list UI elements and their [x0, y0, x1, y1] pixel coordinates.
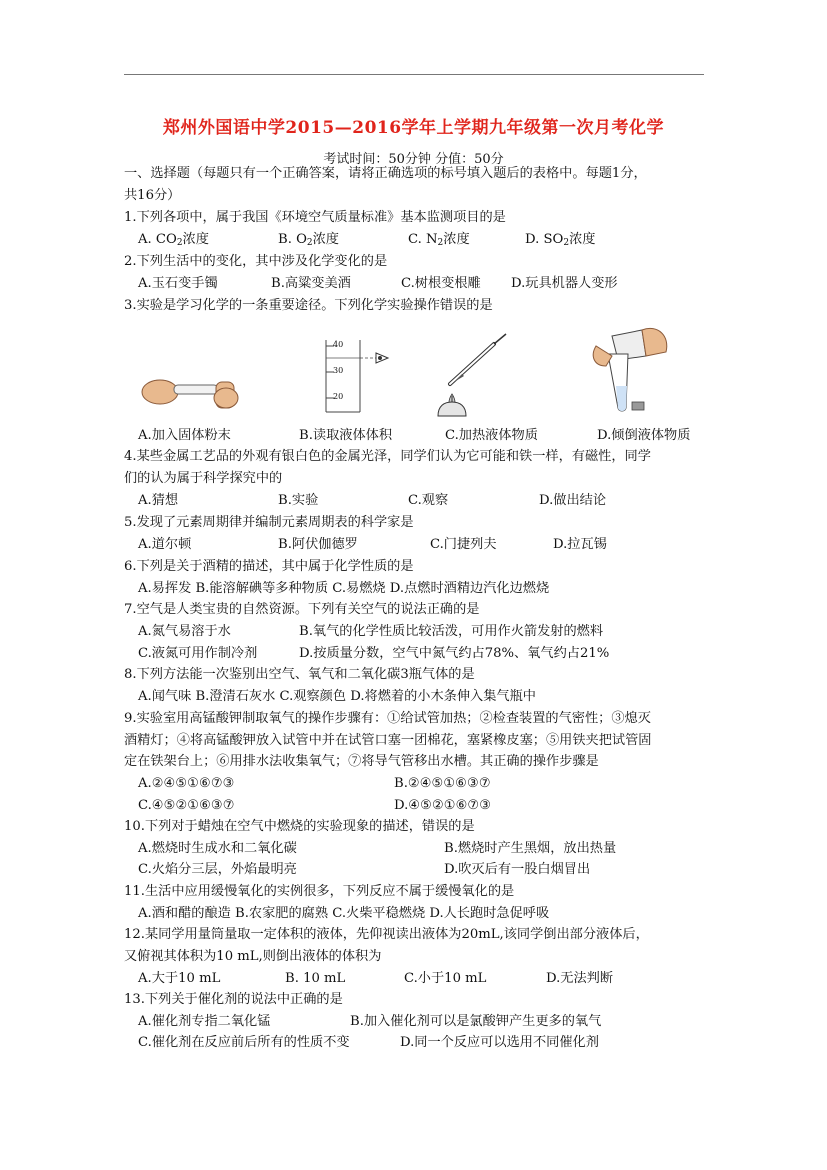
q3-option-d: D.倾倒液体物质: [597, 428, 691, 443]
q9-stem-line3: 定在铁架台上；⑥用排水法收集氧气；⑦将导气管移出水槽。其正确的操作步骤是: [124, 754, 599, 769]
q3-stem: 3.实验是学习化学的一条重要途径。下列化学实验操作错误的是: [124, 298, 493, 313]
q12-option-a: A.大于10 mL: [138, 971, 221, 986]
q10-option-c: C.火焰分三层，外焰最明亮: [138, 862, 297, 877]
q3-option-c: C.加热液体物质: [445, 428, 538, 443]
q10-option-d: D.吹灭后有一股白烟冒出: [444, 862, 591, 877]
q12-option-b: B. 10 mL: [285, 971, 346, 986]
q9-option-a: A.②④⑤①⑥⑦③: [138, 776, 235, 791]
q2-option-c: C.树根变根雕: [401, 276, 481, 291]
q10-option-b: B.燃烧时产生黑烟，放出热量: [444, 841, 617, 856]
q11-stem: 11.生活中应用缓慢氧化的实例很多，下列反应不属于缓慢氧化的是: [124, 884, 515, 899]
q12-option-d: D.无法判断: [546, 971, 614, 986]
q13-stem: 13.下列关于催化剂的说法中正确的是: [124, 992, 343, 1007]
exam-subtitle: 考试时间：50分钟 分值：50分: [323, 152, 504, 167]
powder-adding-figure: [138, 368, 248, 418]
q8-stem: 8.下列方法能一次鉴别出空气、氧气和二氧化碳3瓶气体的是: [124, 667, 475, 682]
q12-stem-line1: 12.某同学用量筒量取一定体积的液体，先仰视读出液体为20mL,该同学倒出部分液体后，: [124, 927, 649, 942]
heating-liquid-figure: [434, 330, 520, 420]
graduated-cylinder-figure: [314, 336, 394, 416]
pouring-liquid-figure: [572, 326, 682, 416]
q4-option-b: B.实验: [278, 493, 319, 508]
q2-option-b: B.高粱变美酒: [271, 276, 351, 291]
q6-stem: 6.下列是关于酒精的描述，其中属于化学性质的是: [124, 559, 414, 574]
q5-option-a: A.道尔顿: [138, 537, 192, 552]
section-heading-line2: 共16分）: [124, 188, 181, 203]
q7-option-c: C.液氮可用作制冷剂: [138, 646, 258, 661]
q9-stem-line2: 酒精灯；④将高锰酸钾放入试管中并在试管口塞一团棉花，塞紧橡皮塞；⑤用铁夹把试管固: [124, 733, 652, 748]
q4-stem-line1: 4.某些金属工艺品的外观有银白色的金属光泽，同学们认为它可能和铁一样，有磁性，同学: [124, 449, 651, 464]
cylinder-label-20: 20: [333, 392, 344, 401]
q4-option-c: C.观察: [408, 493, 449, 508]
q13-option-b: B.加入催化剂可以是氯酸钾产生更多的氧气: [350, 1014, 602, 1029]
q13-option-a: A.催化剂专指二氧化锰: [138, 1014, 271, 1029]
q3-option-b: B.读取液体体积: [299, 428, 393, 443]
q4-stem-line2: 们的认为属于科学探究中的: [124, 471, 283, 486]
q4-option-a: A.猜想: [138, 493, 179, 508]
q7-option-d: D.按质量分数，空气中氮气约占78%、氧气约占21%: [299, 646, 610, 661]
q12-option-c: C.小于10 mL: [404, 971, 487, 986]
q1-option-d: D. $SO_2$浓度: [525, 232, 596, 248]
q3-option-a: A.加入固体粉末: [138, 428, 231, 443]
q2-option-a: A.玉石变手镯: [138, 276, 218, 291]
q7-option-a: A.氮气易溶于水: [138, 624, 231, 639]
q1-option-c: C. $N_2$浓度: [408, 232, 470, 248]
q5-stem: 5.发现了元素周期律并编制元素周期表的科学家是: [124, 515, 414, 530]
header-rule: [124, 74, 704, 75]
q5-option-d: D.拉瓦锡: [553, 537, 607, 552]
q13-option-d: D.同一个反应可以选用不同催化剂: [400, 1035, 599, 1050]
q9-option-d: D.④⑤②①⑥⑦③: [394, 798, 492, 813]
q6-options: A.易挥发 B.能溶解碘等多种物质 C.易燃烧 D.点燃时酒精边汽化边燃烧: [138, 581, 550, 596]
section-heading-line1: 一、选择题（每题只有一个正确答案，请将正确选项的标号填入题后的表格中。每题1分，: [124, 166, 647, 181]
cylinder-label-40: 40: [333, 340, 344, 349]
q10-option-a: A.燃烧时生成水和二氧化碳: [138, 841, 297, 856]
q9-option-c: C.④⑤②①⑥③⑦: [138, 798, 235, 813]
q5-option-b: B.阿伏伽德罗: [278, 537, 358, 552]
q1-option-a: A. $CO_2$浓度: [138, 232, 209, 248]
q8-options: A.闻气味 B.澄清石灰水 C.观察颜色 D.将燃着的小木条伸入集气瓶中: [138, 689, 536, 704]
q11-options: A.酒和醋的酿造 B.农家肥的腐熟 C.火柴平稳燃烧 D.人长跑时急促呼吸: [138, 906, 550, 921]
q2-stem: 2.下列生活中的变化，其中涉及化学变化的是: [124, 254, 388, 269]
q1-option-b: B. $O_2$浓度: [278, 232, 339, 248]
q7-option-b: B.氧气的化学性质比较活泼，可用作火箭发射的燃料: [299, 624, 604, 639]
q12-stem-line2: 又俯视其体积为10 mL,则倒出液体的体积为: [124, 949, 382, 964]
q9-option-b: B.②④⑤①⑥③⑦: [394, 776, 491, 791]
q2-option-d: D.玩具机器人变形: [511, 276, 618, 291]
exam-title: 郑州外国语中学2015—2016学年上学期九年级第一次月考化学: [162, 118, 665, 138]
q4-option-d: D.做出结论: [539, 493, 607, 508]
cylinder-label-30: 30: [333, 366, 344, 375]
q7-stem: 7.空气是人类宝贵的自然资源。下列有关空气的说法正确的是: [124, 602, 480, 617]
q9-stem-line1: 9.实验室用高锰酸钾制取氧气的操作步骤有：①给试管加热；②检查装置的气密性；③熄灭: [124, 711, 651, 726]
q10-stem: 10.下列对于蜡烛在空气中燃烧的实验现象的描述，错误的是: [124, 819, 475, 834]
q13-option-c: C.催化剂在反应前后所有的性质不变: [138, 1035, 350, 1050]
q1-stem: 1.下列各项中，属于我国《环境空气质量标准》基本监测项目的是: [124, 210, 506, 225]
q5-option-c: C.门捷列夫: [430, 537, 497, 552]
